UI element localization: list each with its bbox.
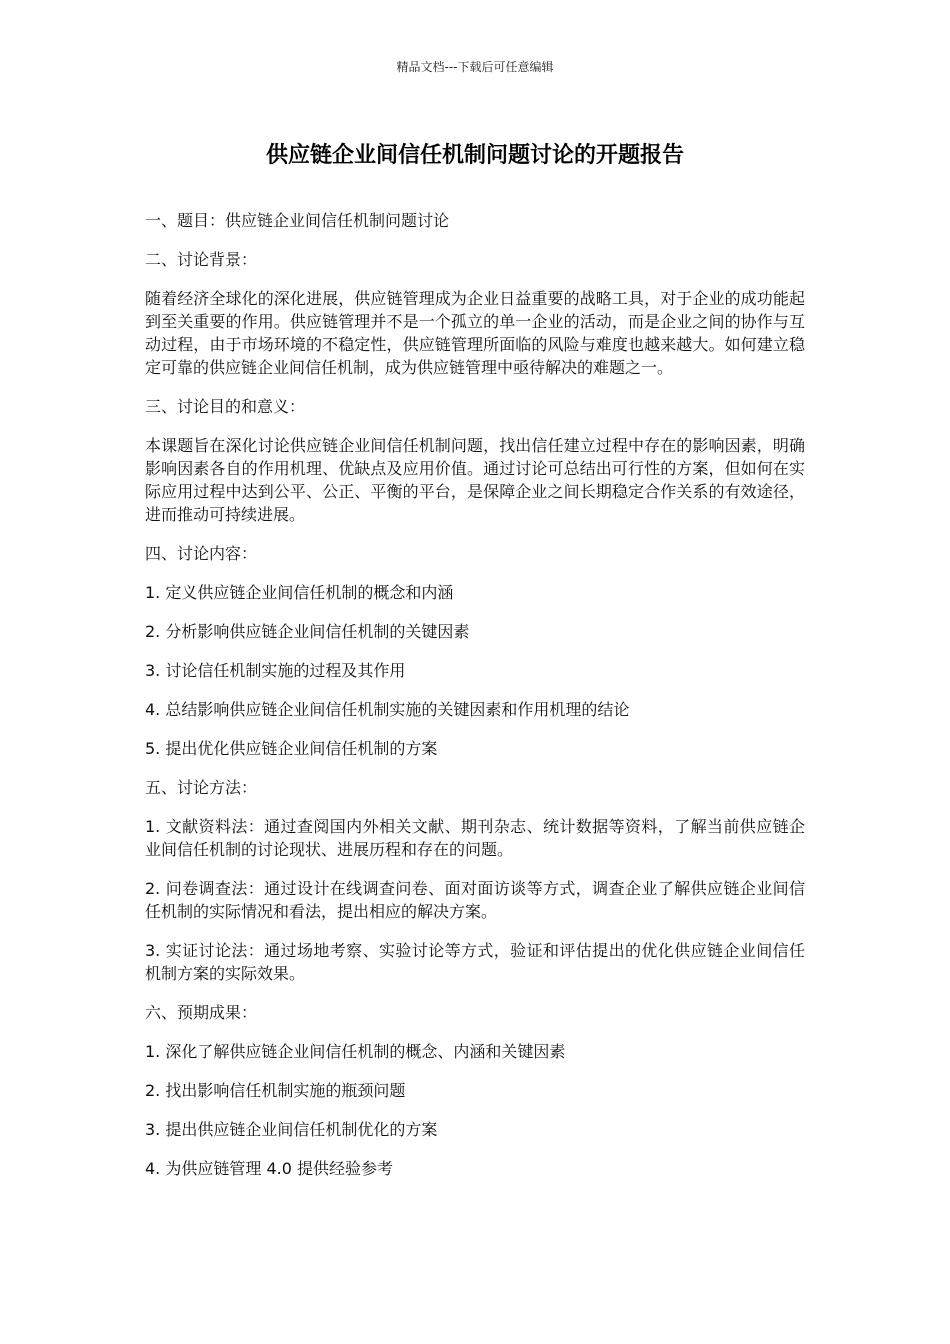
document-title: 供应链企业间信任机制问题讨论的开题报告 [265, 143, 684, 168]
section-heading-background: 二、讨论背景： [145, 250, 258, 269]
section-heading-content: 四、讨论内容： [145, 544, 258, 563]
background-paragraph: 随着经济全球化的深化进展，供应链管理成为企业日益重要的战略工具，对于企业的成功能起到至关重要的作用。供应链管理并不是一个孤立的单一企业的活动，而是企业之间的协作与互动过程，由于市场环境的不稳定性，供应链管理所面临的风险与难度也越来越大。如何建立稳定可靠的供应链企业间信任机制，成为供应链管理中亟待解决的难题之一。 [145, 289, 805, 377]
header-note: 精品文档---下载后可任意编辑 [396, 60, 554, 74]
outcome-item: 1. 深化了解供应链企业间信任机制的概念、内涵和关键因素 [145, 1042, 566, 1061]
section-heading-topic: 一、题目：供应链企业间信任机制问题讨论 [145, 211, 450, 230]
method-item: 3. 实证讨论法：通过场地考察、实验讨论等方式，验证和评估提出的优化供应链企业间信任机制方案的实际效果。 [145, 941, 805, 983]
section-heading-purpose: 三、讨论目的和意义： [145, 397, 306, 416]
method-item: 1. 文献资料法：通过查阅国内外相关文献、期刊杂志、统计数据等资料，了解当前供应链企业间信任机制的讨论现状、进展历程和存在的问题。 [145, 817, 805, 859]
content-item: 5. 提出优化供应链企业间信任机制的方案 [145, 739, 438, 758]
method-item: 2. 问卷调查法：通过设计在线调查问卷、面对面访谈等方式，调查企业了解供应链企业间信任机制的实际情况和看法，提出相应的解决方案。 [145, 879, 805, 921]
content-item: 3. 讨论信任机制实施的过程及其作用 [145, 661, 406, 680]
section-heading-outcomes: 六、预期成果： [145, 1003, 258, 1022]
outcome-item: 2. 找出影响信任机制实施的瓶颈问题 [145, 1081, 406, 1100]
content-item: 2. 分析影响供应链企业间信任机制的关键因素 [145, 622, 470, 641]
content-item: 4. 总结影响供应链企业间信任机制实施的关键因素和作用机理的结论 [145, 700, 630, 719]
outcome-item: 3. 提出供应链企业间信任机制优化的方案 [145, 1120, 438, 1139]
section-heading-methods: 五、讨论方法： [145, 778, 258, 797]
outcome-item: 4. 为供应链管理 4.0 提供经验参考 [145, 1159, 393, 1178]
content-item: 1. 定义供应链企业间信任机制的概念和内涵 [145, 583, 454, 602]
document-body [145, 209, 805, 1196]
purpose-paragraph: 本课题旨在深化讨论供应链企业间信任机制问题，找出信任建立过程中存在的影响因素，明确影响因素各自的作用机理、优缺点及应用价值。通过讨论可总结出可行性的方案，但如何在实际应用过程中达到公平、公正、平衡的平台，是保障企业之间长期稳定合作关系的有效途径，进而推动可持续进展。 [145, 436, 805, 524]
